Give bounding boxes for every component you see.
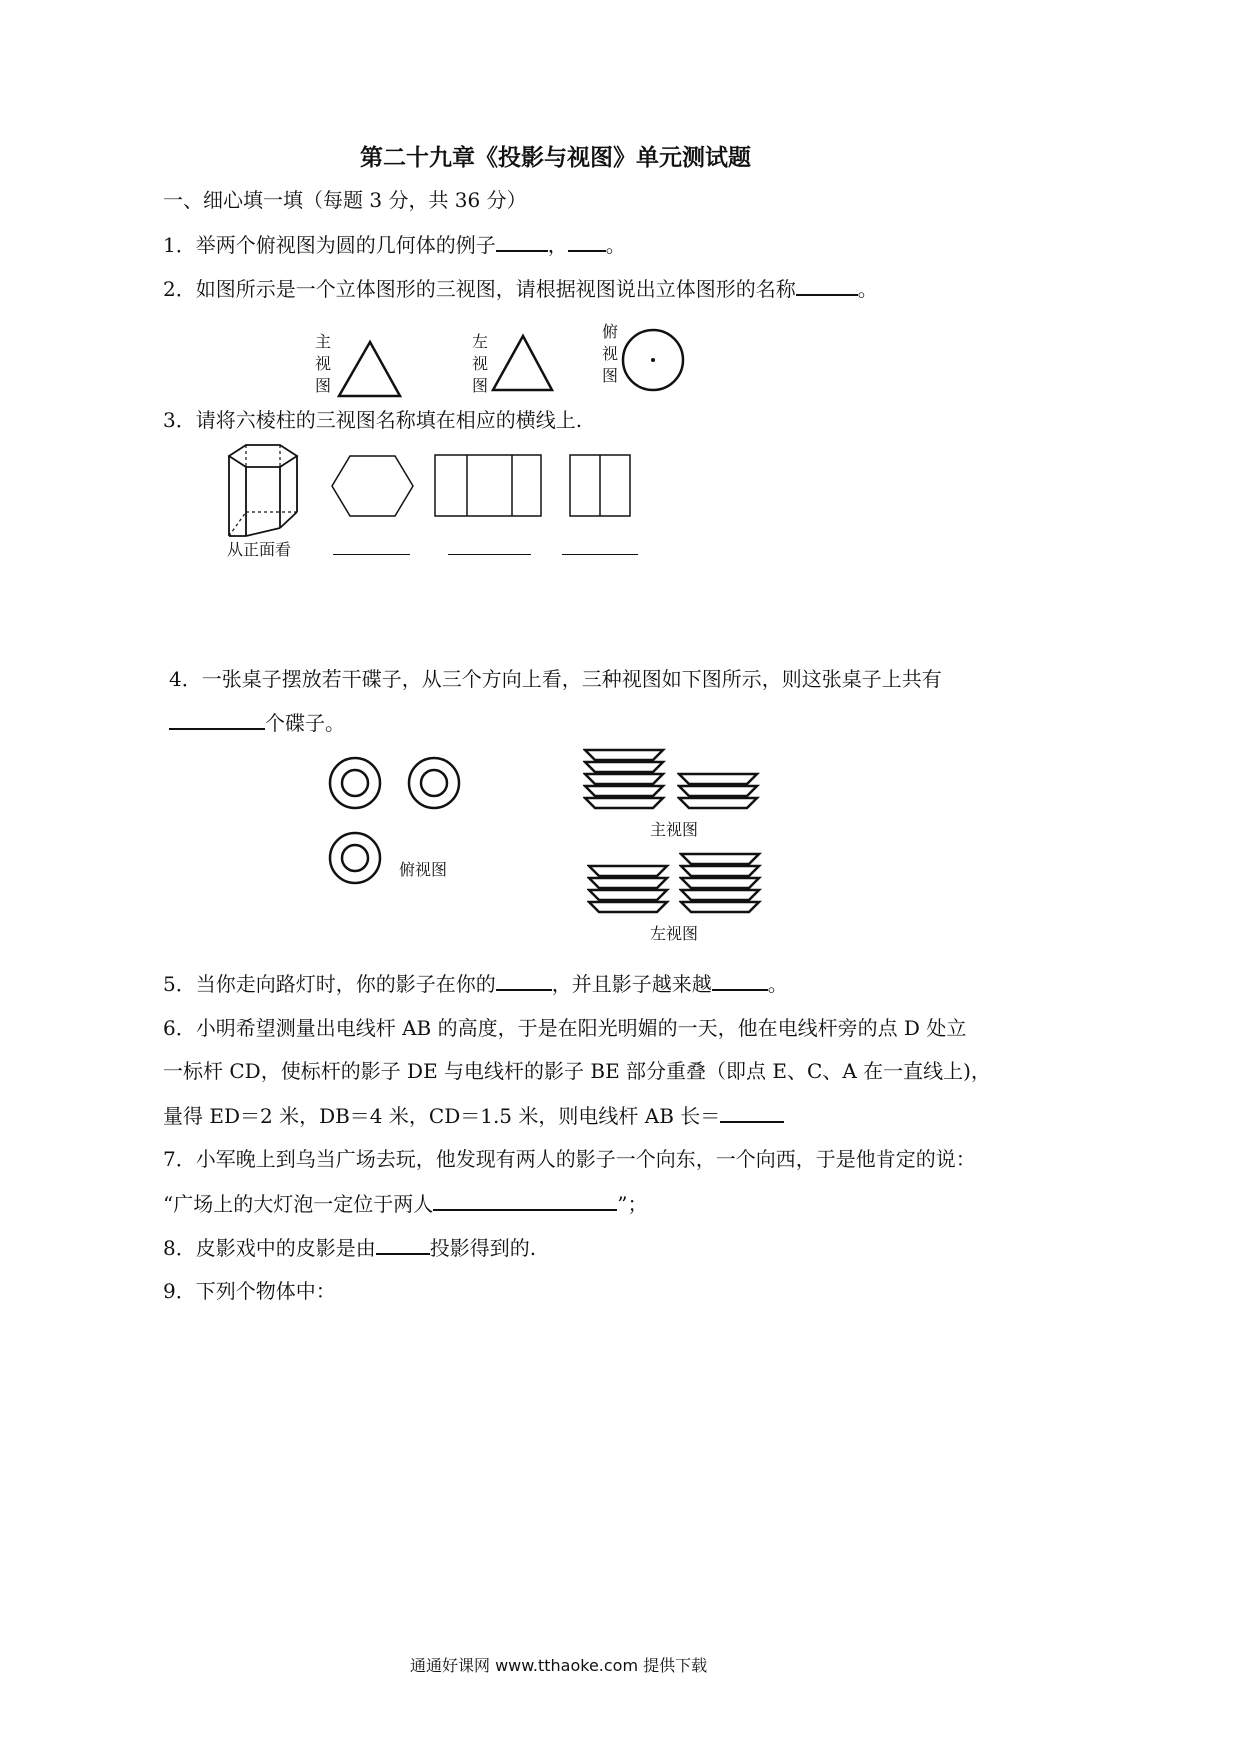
left-view-triangle <box>490 332 556 394</box>
answer-blank[interactable] <box>568 232 606 252</box>
left-view-caption: 左视图 <box>650 924 699 943</box>
section-header: 一、细心填一填（每题 3 分，共 36 分） <box>163 188 527 212</box>
end-mark: 。 <box>605 233 626 257</box>
front-view-triangle <box>335 336 405 398</box>
question-7-line2-end: ”； <box>617 1192 648 1216</box>
question-3: 3．请将六棱柱的三视图名称填在相应的横线上. <box>163 408 583 432</box>
question-7-line2-text: “广场上的大灯泡一定位于两人 <box>163 1192 434 1216</box>
plate-top-view-1 <box>327 755 383 811</box>
plate-stack-left-view-1 <box>587 863 671 917</box>
answer-blank[interactable] <box>796 276 858 296</box>
end-mark: 。 <box>857 277 878 301</box>
answer-blank[interactable] <box>720 1103 784 1123</box>
front-view-label: 主 视 图 <box>314 332 331 395</box>
answer-line[interactable] <box>562 554 638 555</box>
answer-line[interactable] <box>333 554 410 555</box>
plate-stack-left-view-2 <box>679 851 763 917</box>
answer-blank[interactable] <box>376 1235 430 1255</box>
question-5-part-b: ，并且影子越来越 <box>551 972 712 996</box>
plate-stack-front-view-2 <box>677 771 761 813</box>
question-7-line1: 7．小军晚上到乌当广场去玩，他发现有两人的影子一个向东，一个向西，于是他肯定的说： <box>163 1147 976 1171</box>
plate-top-view-2 <box>406 755 462 811</box>
question-6-line3 <box>163 1103 784 1128</box>
answer-blank[interactable] <box>496 232 548 252</box>
answer-blank[interactable] <box>433 1191 617 1211</box>
answer-blank[interactable] <box>169 710 265 730</box>
question-8 <box>163 1235 536 1260</box>
top-view-label: 俯 视 图 <box>601 322 618 385</box>
hexagon-view <box>328 452 418 522</box>
question-7-line2 <box>163 1191 647 1216</box>
page-title: 第二十九章《投影与视图》单元测试题 <box>360 145 751 171</box>
left-view-label: 左 视 图 <box>471 332 488 395</box>
question-1-text: 1．举两个俯视图为圆的几何体的例子 <box>163 233 496 257</box>
plate-top-view-3 <box>327 830 383 886</box>
three-panel-rectangle-view <box>433 453 545 519</box>
question-1 <box>163 232 626 257</box>
end-mark: 。 <box>767 972 788 996</box>
separator: ， <box>547 233 568 257</box>
top-view-circle <box>620 327 686 393</box>
question-4-line2-text: 个碟子。 <box>265 711 345 735</box>
question-8-part-b: 投影得到的. <box>429 1236 537 1260</box>
question-6-line3-text: 量得 ED＝2 米，DB＝4 米，CD＝1.5 米，则电线杆 AB 长＝ <box>163 1104 721 1128</box>
two-panel-rectangle-view <box>568 453 634 519</box>
question-6-line1: 6．小明希望测量出电线杆 AB 的高度，于是在阳光明媚的一天，他在电线杆旁的点 D 处立 <box>163 1016 967 1040</box>
question-4-line2 <box>169 710 345 735</box>
question-6-line2: 一标杆 CD，使标杆的影子 DE 与电线杆的影子 BE 部分重叠（即点 E、C、A 在一直线上)， <box>163 1059 991 1083</box>
answer-blank[interactable] <box>496 971 552 991</box>
answer-blank[interactable] <box>712 971 768 991</box>
question-5 <box>163 971 788 996</box>
question-4-line1: 4．一张桌子摆放若干碟子，从三个方向上看，三种视图如下图所示，则这张桌子上共有 <box>169 667 942 691</box>
front-direction-caption: 从正面看 <box>227 540 292 559</box>
page-footer: 通通好课网 www.tthaoke.com 提供下载 <box>410 1656 708 1675</box>
plate-stack-front-view-1 <box>583 746 667 812</box>
top-view-caption: 俯视图 <box>399 860 448 879</box>
front-view-caption: 主视图 <box>650 820 699 839</box>
question-2 <box>163 276 878 301</box>
hexagonal-prism-figure <box>220 438 310 538</box>
question-8-part-a: 8．皮影戏中的皮影是由 <box>163 1236 376 1260</box>
question-5-part-a: 5．当你走向路灯时，你的影子在你的 <box>163 972 496 996</box>
answer-line[interactable] <box>448 554 531 555</box>
question-2-text: 2．如图所示是一个立体图形的三视图，请根据视图说出立体图形的名称 <box>163 277 796 301</box>
question-9: 9．下列个物体中： <box>163 1279 336 1303</box>
